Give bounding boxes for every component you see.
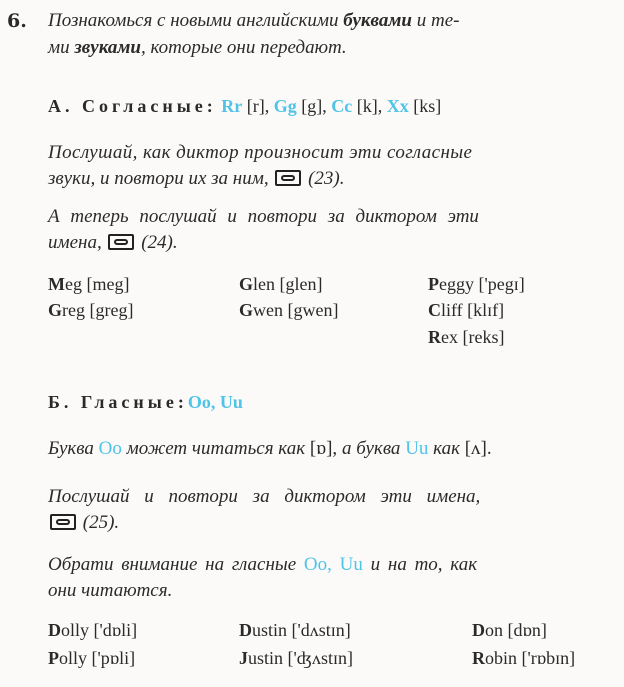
name-item: Dolly ['dɒli]	[48, 620, 138, 640]
vowel-rule: Буква Oo может читаться как [ɒ], а буква Uu как [ʌ].	[48, 438, 492, 459]
name-item: Peggy ['pegɪ]	[428, 274, 525, 294]
listen-instruction-1: Послушай, как диктор произносит эти согласные	[48, 142, 473, 163]
exercise-number: 6.	[7, 10, 27, 32]
intro-line-2: ми звуками, которые они передают.	[48, 37, 347, 58]
name-item: Don [dɒn]	[472, 620, 547, 640]
name-item: Cliff [klɪf]	[428, 300, 505, 320]
section-b-heading: Б. Гласные:Oo, Uu	[48, 392, 243, 412]
name-item: Gwen [gwen]	[239, 300, 339, 320]
intro-line-1: Познакомься с новыми английскими буквами и те-	[48, 10, 460, 31]
name-item: Justin ['ʤʌstɪn]	[239, 648, 353, 668]
listen-instruction-3: Послушай и повтори за диктором эти имена,	[48, 486, 481, 507]
name-item: Polly ['pɒli]	[48, 648, 136, 668]
cassette-icon	[275, 170, 301, 186]
cassette-icon	[108, 234, 134, 250]
listen-instruction-3b: (25).	[48, 512, 119, 534]
listen-instruction-1b: звуки, и повтори их за ним, (23).	[48, 168, 345, 189]
listen-instruction-2b: имена, (24).	[48, 232, 178, 253]
section-a-heading: А. Согласные: Rr [r], Gg [g], Cc [k], Xx [ks]	[48, 96, 442, 116]
cassette-icon	[50, 514, 76, 530]
name-item: Rex [reks]	[428, 327, 505, 347]
name-item: Greg [greg]	[48, 300, 134, 320]
name-item: Glen [glen]	[239, 274, 323, 294]
name-item: Dustin ['dʌstɪn]	[239, 620, 351, 640]
name-item: Meg [meg]	[48, 274, 130, 294]
vowel-note-b: они читаются.	[48, 580, 173, 601]
name-item: Robin ['rɒbɪn]	[472, 648, 576, 668]
listen-instruction-2: А теперь послушай и повтори за диктором эти	[48, 206, 479, 227]
vowel-note: Обрати внимание на гласные Oo, Uu и на то, как	[48, 554, 478, 575]
